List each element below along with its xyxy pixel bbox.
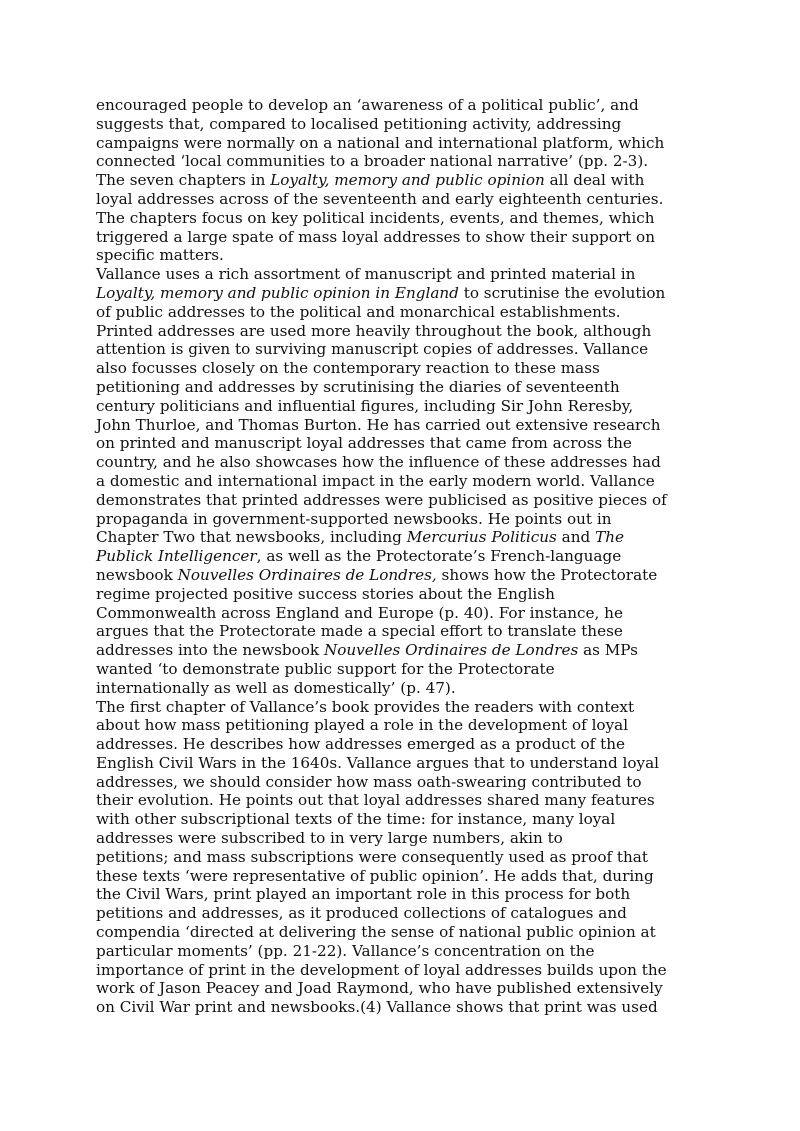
text-line	[96, 510, 706, 529]
italic-title-text: The	[595, 528, 624, 547]
body-text: compendia ‘directed at delivering the sense of national public opinion at	[96, 923, 656, 942]
body-text: and	[556, 528, 596, 547]
body-text: on printed and manuscript loyal addresses that came from across the	[96, 434, 632, 453]
text-line	[96, 134, 706, 153]
body-text: John Thurloe, and Thomas Burton. He has carried out extensive research	[96, 415, 661, 434]
text-line	[96, 679, 706, 698]
body-text: regime projected positive success stories about the English	[96, 584, 555, 603]
body-text: to scrutinise the evolution	[458, 283, 666, 302]
body-text: wanted ‘to demonstrate public support for the Protectorate	[96, 659, 555, 678]
text-line	[96, 96, 706, 115]
body-text: of public addresses to the political and monarchical establishments.	[96, 302, 621, 321]
body-text: encouraged people to develop an ‘awareness of a political public’, and	[96, 96, 639, 114]
body-text: addresses, we should consider how mass oath-swearing contributed to	[96, 772, 642, 791]
body-text: the Civil Wars, print played an important role in this process for both	[96, 885, 631, 904]
body-text: shows how the Protectorate	[436, 565, 658, 584]
text-line	[96, 209, 706, 228]
text-line	[96, 303, 706, 322]
text-line	[96, 397, 706, 416]
body-text: specific matters.	[96, 246, 224, 265]
text-line	[96, 152, 706, 171]
text-line	[96, 754, 706, 773]
text-line	[96, 848, 706, 867]
text-line	[96, 810, 706, 829]
text-line	[96, 265, 706, 284]
body-text: also focusses closely on the contemporary reaction to these mass	[96, 359, 600, 378]
text-line	[96, 434, 706, 453]
body-text: connected ‘local communities to a broader national narrative’ (pp. 2-3).	[96, 152, 649, 171]
italic-title-text: Publick Intelligencer	[96, 547, 257, 566]
text-line	[96, 622, 706, 641]
paragraph	[96, 265, 706, 697]
text-line	[96, 867, 706, 886]
body-text: petitioning and addresses by scrutinising the diaries of seventeenth	[96, 377, 620, 396]
text-line	[96, 829, 706, 848]
body-text: addresses were subscribed to in very large numbers, akin to	[96, 829, 563, 848]
text-line	[96, 453, 706, 472]
body-text: The first chapter of Vallance’s book provides the readers with context	[96, 697, 635, 716]
italic-title-text: Nouvelles Ordinaires de Londres	[323, 641, 579, 660]
text-line	[96, 904, 706, 923]
body-text: these texts ‘were representative of public opinion’. He adds that, during	[96, 866, 654, 885]
body-text: about how mass petitioning played a role in the development of loyal	[96, 716, 629, 735]
italic-title-text: Loyalty, memory and public opinion	[270, 171, 545, 190]
body-text: addresses into the newsbook	[96, 641, 324, 660]
text-line	[96, 246, 706, 265]
text-line	[96, 698, 706, 717]
body-text: addresses. He describes how addresses emerged as a product of the	[96, 735, 625, 754]
text-line	[96, 491, 706, 510]
body-text: Printed addresses are used more heavily throughout the book, although	[96, 321, 652, 340]
text-line	[96, 923, 706, 942]
body-text: , as well as the Protectorate’s French-language	[256, 547, 622, 566]
body-text: as MPs	[578, 641, 638, 660]
italic-title-text: Loyalty, memory and public opinion in England	[96, 283, 459, 302]
body-text: newsbook	[96, 565, 178, 584]
body-text: demonstrates that printed addresses were publicised as positive pieces of	[96, 490, 667, 509]
italic-title-text: Mercurius Politicus	[406, 528, 557, 547]
body-text: The chapters focus on key political incidents, events, and themes, which	[96, 208, 655, 227]
body-text: internationally as well as domestically’ (p. 47).	[96, 678, 456, 697]
text-line	[96, 961, 706, 980]
text-line	[96, 566, 706, 585]
text-line	[96, 190, 706, 209]
body-text: Chapter Two that newsbooks, including	[96, 528, 407, 547]
text-line	[96, 604, 706, 623]
body-text: particular moments’ (pp. 21-22). Vallance’s concentration on the	[96, 941, 595, 960]
body-text: country, and he also showcases how the influence of these addresses had	[96, 453, 661, 472]
body-text: with other subscriptional texts of the time: for instance, many loyal	[96, 810, 616, 829]
text-line	[96, 716, 706, 735]
text-line	[96, 773, 706, 792]
text-line	[96, 228, 706, 247]
body-text: importance of print in the development of loyal addresses builds upon the	[96, 960, 667, 979]
body-text: suggests that, compared to localised petitioning activity, addressing	[96, 114, 622, 133]
body-text: on Civil War print and newsbooks.(4) Vallance shows that print was used	[96, 998, 658, 1017]
body-text: century politicians and influential figures, including Sir John Reresby,	[96, 396, 634, 415]
text-line	[96, 998, 706, 1017]
text-line	[96, 942, 706, 961]
body-text: argues that the Protectorate made a special effort to translate these	[96, 622, 623, 641]
text-line	[96, 585, 706, 604]
text-line	[96, 340, 706, 359]
text-line	[96, 885, 706, 904]
body-text: petitions and addresses, as it produced collections of catalogues and	[96, 904, 627, 923]
body-text: all deal with	[544, 171, 645, 190]
body-text: English Civil Wars in the 1640s. Vallance argues that to understand loyal	[96, 753, 659, 772]
body-text: petitions; and mass subscriptions were consequently used as proof that	[96, 847, 648, 866]
body-text: Commonwealth across England and Europe (p. 40). For instance, he	[96, 603, 623, 622]
body-text: triggered a large spate of mass loyal addresses to show their support on	[96, 227, 655, 246]
body-text: a domestic and international impact in the early modern world. Vallance	[96, 471, 655, 490]
text-line	[96, 115, 706, 134]
document-body	[96, 96, 706, 1017]
text-line	[96, 322, 706, 341]
body-text: loyal addresses across of the seventeenth and early eighteenth centuries.	[96, 189, 664, 208]
text-line	[96, 472, 706, 491]
body-text: The seven chapters in	[96, 171, 271, 190]
text-line	[96, 660, 706, 679]
text-line	[96, 791, 706, 810]
text-line	[96, 735, 706, 754]
body-text: work of Jason Peacey and Joad Raymond, who have published extensively	[96, 979, 663, 998]
italic-title-text: Nouvelles Ordinaires de Londres,	[177, 565, 437, 584]
body-text: their evolution. He points out that loyal addresses shared many features	[96, 791, 655, 810]
text-line	[96, 284, 706, 303]
text-line	[96, 641, 706, 660]
body-text: campaigns were normally on a national and international platform, which	[96, 133, 665, 152]
body-text: Vallance uses a rich assortment of manuscript and printed material in	[96, 265, 636, 284]
paragraph	[96, 698, 706, 1018]
text-line	[96, 547, 706, 566]
text-line	[96, 171, 706, 190]
body-text: attention is given to surviving manuscript copies of addresses. Vallance	[96, 340, 649, 359]
body-text: propaganda in government-supported newsbooks. He points out in	[96, 509, 612, 528]
text-line	[96, 378, 706, 397]
paragraph	[96, 96, 706, 265]
text-line	[96, 359, 706, 378]
text-line	[96, 528, 706, 547]
text-line	[96, 416, 706, 435]
text-line	[96, 979, 706, 998]
